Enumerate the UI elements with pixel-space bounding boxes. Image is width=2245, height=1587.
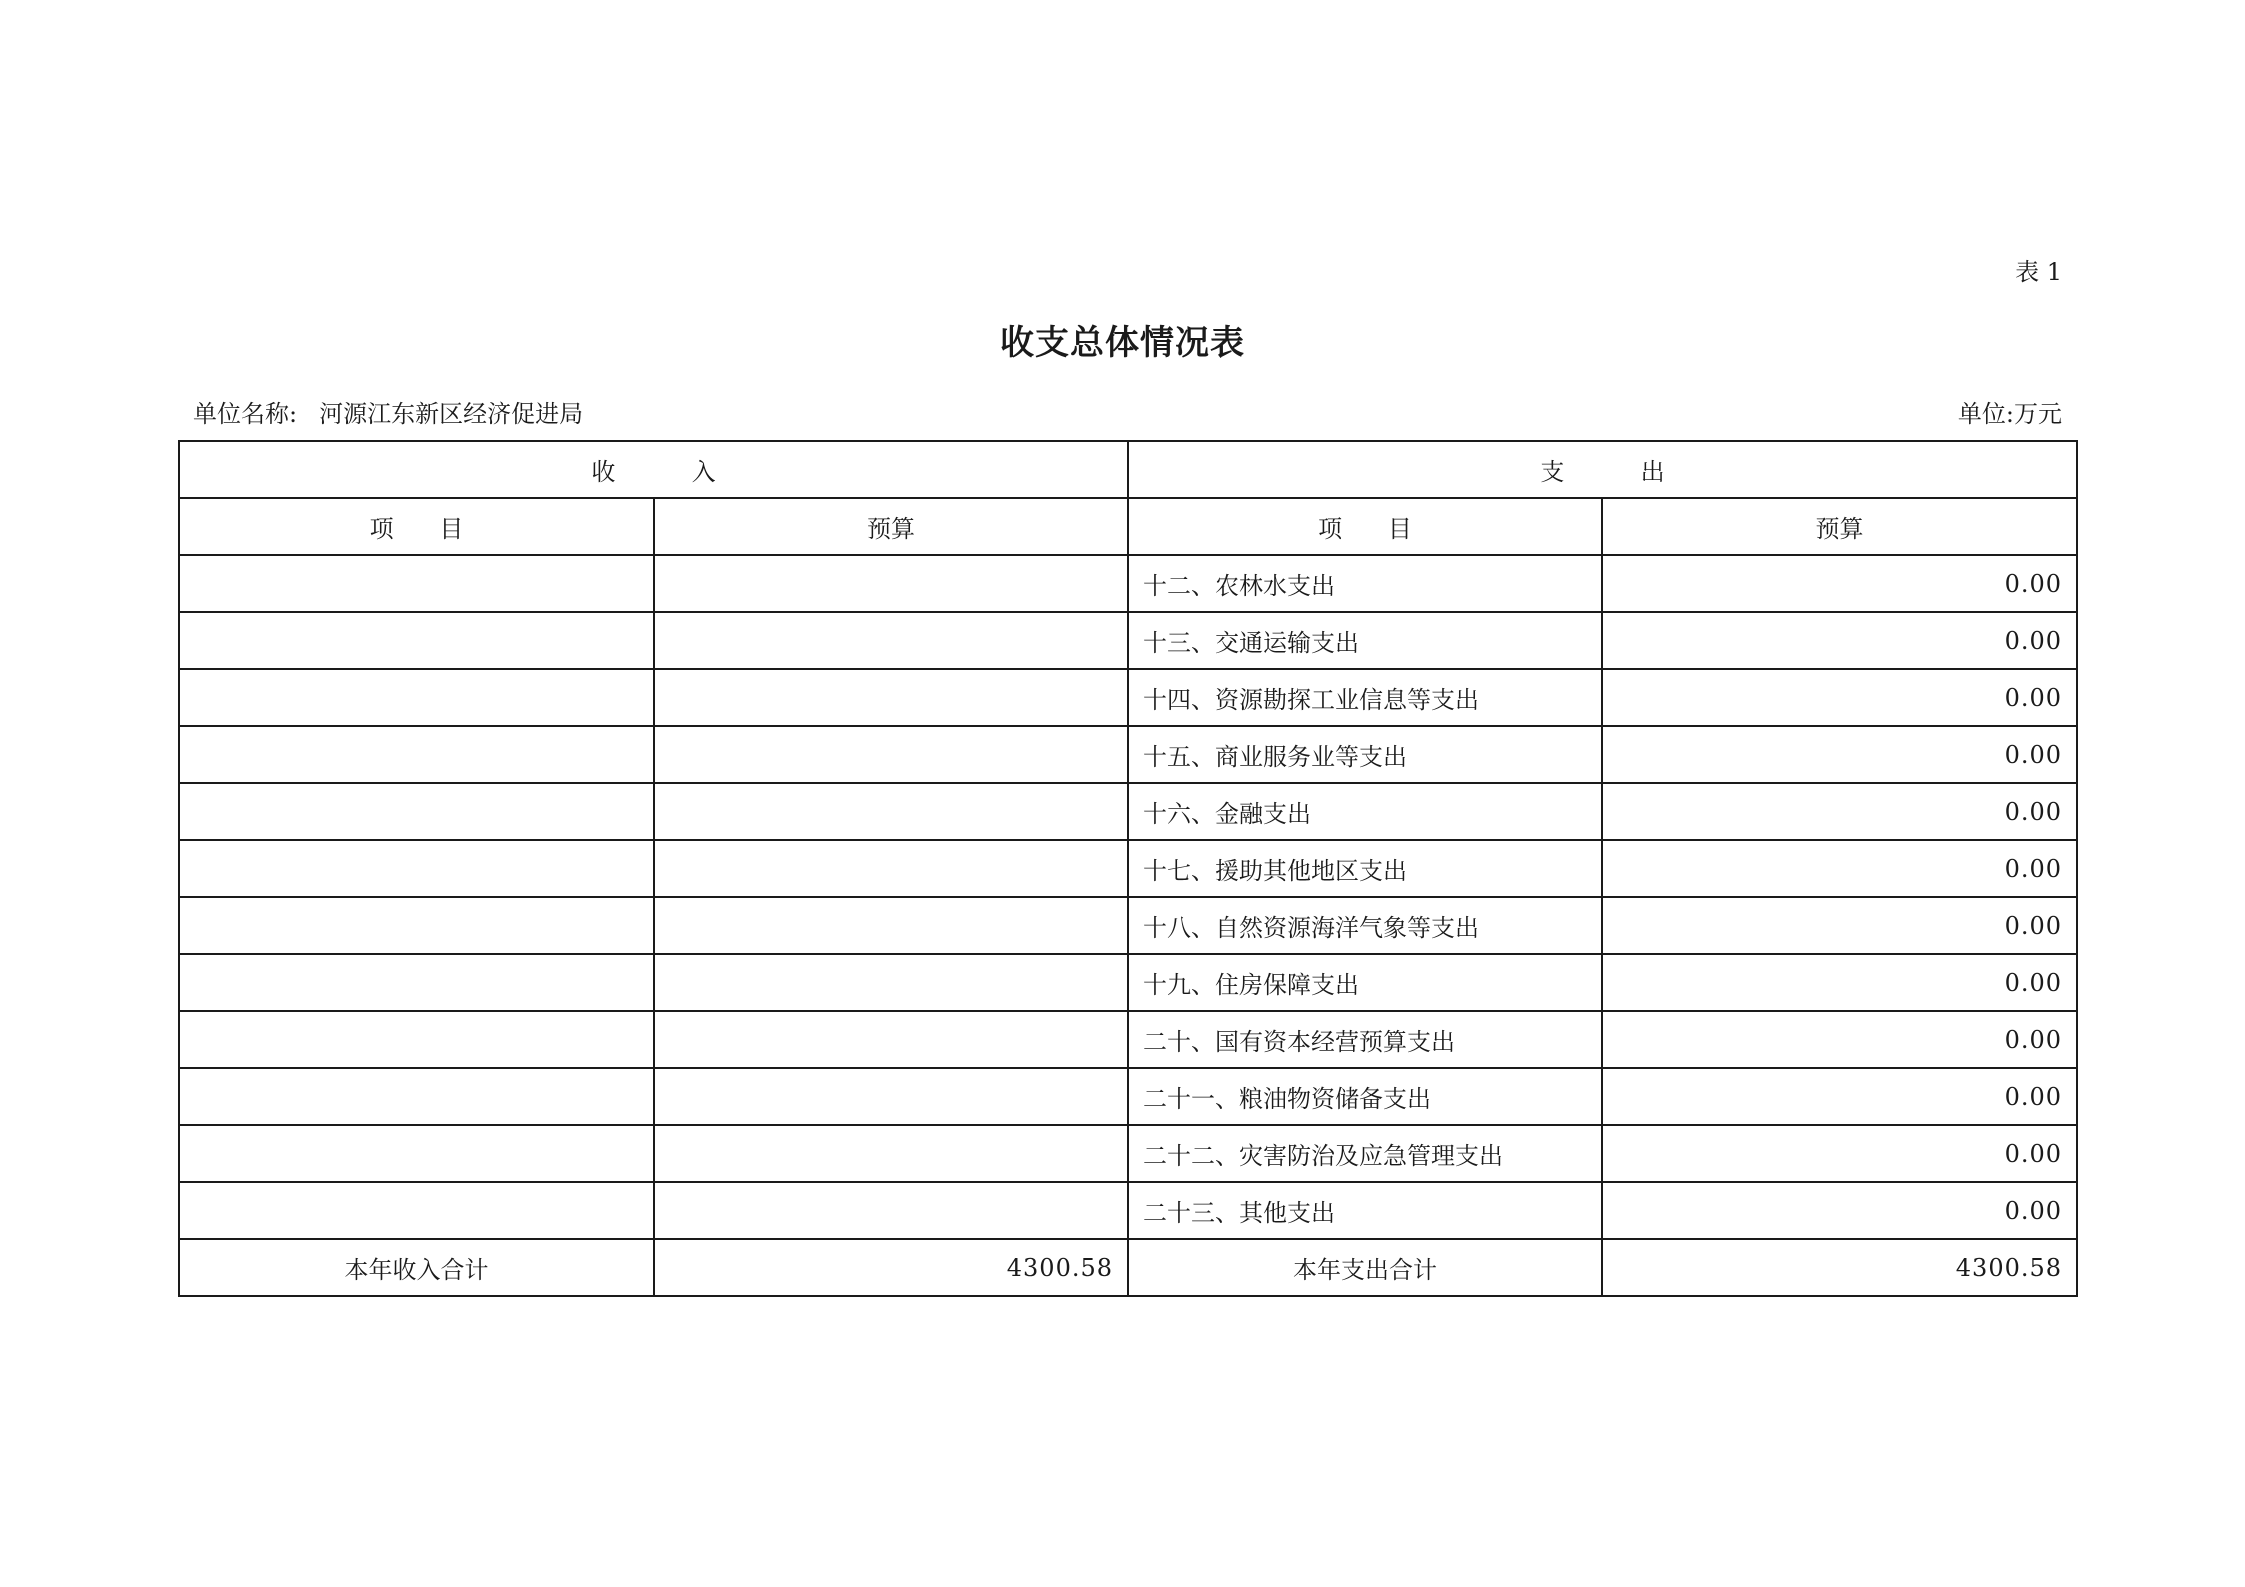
income-budget-cell [654,783,1128,840]
income-budget-cell [654,1125,1128,1182]
totals-body [179,1239,2077,1296]
table-row [179,954,2077,1011]
exp-budget-header: 预算 [1602,498,2077,555]
exp-budget-cell: 0.00 [1602,1011,2077,1068]
exp-item-cell: 二十二、灾害防治及应急管理支出 [1128,1125,1602,1182]
exp-item-cell: 十九、住房保障支出 [1128,954,1602,1011]
income-item-cell [179,783,654,840]
table-row [179,612,2077,669]
income-item-cell [179,1011,654,1068]
table-row [179,783,2077,840]
exp-budget-cell: 0.00 [1602,840,2077,897]
income-item-cell [179,555,654,612]
exp-total-value: 4300.58 [1602,1239,2077,1296]
currency-unit: 单位:万元 [1957,399,2062,428]
exp-item-cell: 十六、金融支出 [1128,783,1602,840]
exp-item-cell: 十八、自然资源海洋气象等支出 [1128,897,1602,954]
income-budget-cell [654,555,1128,612]
header-row-columns [179,498,2077,555]
exp-item-cell: 二十三、其他支出 [1128,1182,1602,1239]
income-item-cell [179,726,654,783]
table-number: 表 1 [2015,258,2062,286]
table-row [179,840,2077,897]
totals-row [179,1239,2077,1296]
budget-table [178,440,2078,1297]
income-budget-cell [654,612,1128,669]
income-total-label: 本年收入合计 [179,1239,654,1296]
income-total-value: 4300.58 [654,1239,1128,1296]
table-row [179,1068,2077,1125]
exp-budget-cell: 0.00 [1602,669,2077,726]
exp-item-cell: 十三、交通运输支出 [1128,612,1602,669]
income-budget-cell [654,726,1128,783]
income-budget-cell [654,897,1128,954]
exp-item-cell: 十四、资源勘探工业信息等支出 [1128,669,1602,726]
meta-row [193,394,2062,428]
income-budget-cell [654,669,1128,726]
table-row [179,1125,2077,1182]
table-row [179,555,2077,612]
exp-item-cell: 二十、国有资本经营预算支出 [1128,1011,1602,1068]
exp-budget-cell: 0.00 [1602,612,2077,669]
income-item-cell [179,1125,654,1182]
income-item-cell [179,1182,654,1239]
income-budget-cell [654,1182,1128,1239]
expenditure-section-header: 支 出 [1128,441,2077,498]
income-item-header: 项 目 [179,498,654,555]
exp-item-header: 项 目 [1128,498,1602,555]
data-rows [179,555,2077,1239]
exp-budget-cell: 0.00 [1602,954,2077,1011]
unit-name-label: 单位名称: [193,399,298,428]
exp-item-cell: 十七、援助其他地区支出 [1128,840,1602,897]
exp-total-label: 本年支出合计 [1128,1239,1602,1296]
exp-budget-cell: 0.00 [1602,1182,2077,1239]
unit-name-group [193,394,583,429]
table-row [179,669,2077,726]
income-budget-header: 预算 [654,498,1128,555]
exp-budget-cell: 0.00 [1602,1125,2077,1182]
income-budget-cell [654,840,1128,897]
table-row [179,897,2077,954]
budget-table-body [179,441,2077,555]
income-budget-cell [654,1011,1128,1068]
exp-budget-cell: 0.00 [1602,1068,2077,1125]
table-row [179,726,2077,783]
exp-budget-cell: 0.00 [1602,897,2077,954]
income-item-cell [179,840,654,897]
income-item-cell [179,954,654,1011]
unit-name: 河源江东新区经济促进局 [319,399,584,428]
income-item-cell [179,897,654,954]
income-budget-cell [654,1068,1128,1125]
income-item-cell [179,1068,654,1125]
table-row [179,1182,2077,1239]
exp-item-cell: 十二、农林水支出 [1128,555,1602,612]
income-section-header: 收 入 [179,441,1128,498]
income-item-cell [179,612,654,669]
page-title: 收支总体情况表 [1000,323,1245,363]
exp-budget-cell: 0.00 [1602,783,2077,840]
exp-budget-cell: 0.00 [1602,726,2077,783]
income-budget-cell [654,954,1128,1011]
exp-item-cell: 二十一、粮油物资储备支出 [1128,1068,1602,1125]
exp-item-cell: 十五、商业服务业等支出 [1128,726,1602,783]
income-item-cell [179,669,654,726]
exp-budget-cell: 0.00 [1602,555,2077,612]
header-row-sections [179,441,2077,498]
table-row [179,1011,2077,1068]
